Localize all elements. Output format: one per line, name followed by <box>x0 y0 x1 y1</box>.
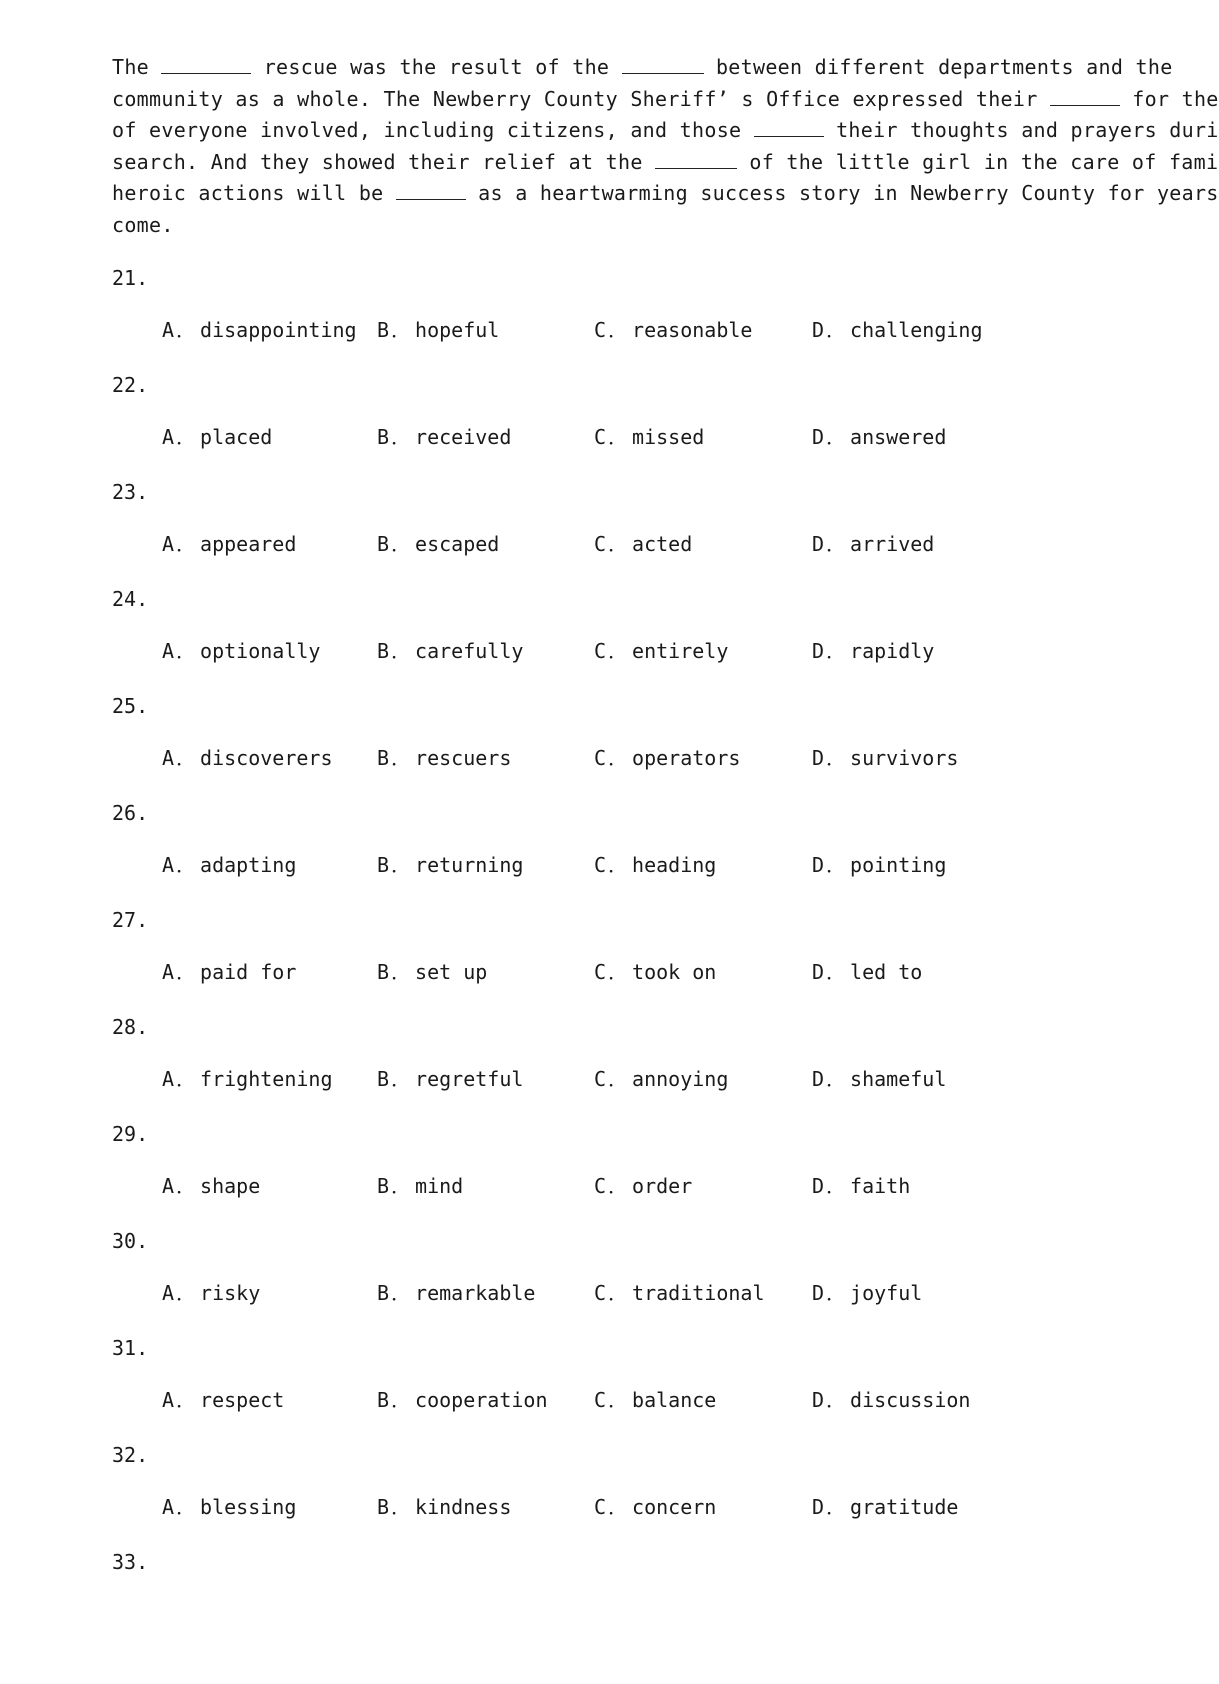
option-a <box>162 1277 260 1309</box>
question-number: 26. <box>112 801 149 825</box>
option-c <box>594 849 716 881</box>
passage-line <box>112 115 1219 147</box>
passage-line <box>112 210 1191 242</box>
option-separator: ． <box>176 1174 197 1198</box>
option-a <box>162 421 272 453</box>
option-letter: D <box>812 532 825 556</box>
question-number: 28. <box>112 1015 149 1039</box>
option-row <box>162 421 1112 453</box>
question-number: 32. <box>112 1443 149 1467</box>
option-text: adapting <box>200 853 297 877</box>
option-letter: B <box>377 318 390 342</box>
option-letter: C <box>594 853 607 877</box>
option-separator: ． <box>826 960 847 984</box>
option-d <box>812 635 934 667</box>
option-text: joyful <box>850 1281 923 1305</box>
question-number: 27. <box>112 908 149 932</box>
option-a <box>162 1063 333 1095</box>
option-separator: ． <box>391 1174 412 1198</box>
option-b <box>377 314 499 346</box>
passage-text: between different departments and the <box>703 55 1173 79</box>
option-separator: ． <box>391 1495 412 1519</box>
option-separator: ． <box>826 1281 847 1305</box>
option-d <box>812 1063 946 1095</box>
question-number: 25. <box>112 694 149 718</box>
question-number: 31. <box>112 1336 149 1360</box>
option-row <box>162 1277 1112 1309</box>
option-c <box>594 742 740 774</box>
option-text: traditional <box>632 1281 765 1305</box>
option-a <box>162 528 296 560</box>
option-text: challenging <box>850 318 983 342</box>
passage-line <box>112 147 1219 179</box>
option-c <box>594 528 692 560</box>
option-a <box>162 314 357 346</box>
option-separator: ． <box>391 746 412 770</box>
option-text: discoverers <box>200 746 333 770</box>
question-list <box>112 262 1112 1653</box>
option-a <box>162 1491 296 1523</box>
question-number: 33. <box>112 1550 149 1574</box>
option-letter: B <box>377 639 390 663</box>
option-separator: ． <box>826 1067 847 1091</box>
question-number: 21. <box>112 266 149 290</box>
question-item <box>112 797 1112 904</box>
option-d <box>812 1491 958 1523</box>
option-b <box>377 849 523 881</box>
option-letter: C <box>594 425 607 449</box>
option-b <box>377 1384 548 1416</box>
option-letter: B <box>377 1281 390 1305</box>
answer-blank <box>161 55 251 74</box>
answer-blank <box>655 150 737 169</box>
option-text: entirely <box>632 639 729 663</box>
option-text: received <box>415 425 512 449</box>
option-a <box>162 956 296 988</box>
option-letter: A <box>162 1067 175 1091</box>
option-row <box>162 1170 1112 1202</box>
option-separator: ． <box>608 532 629 556</box>
option-text: remarkable <box>415 1281 536 1305</box>
option-separator: ． <box>176 1495 197 1519</box>
option-row <box>162 742 1112 774</box>
option-letter: A <box>162 1281 175 1305</box>
option-row <box>162 1063 1112 1095</box>
option-letter: C <box>594 1388 607 1412</box>
question-item <box>112 369 1112 476</box>
option-b <box>377 1170 463 1202</box>
option-separator: ． <box>176 1067 197 1091</box>
option-a <box>162 1170 260 1202</box>
option-text: balance <box>632 1388 717 1412</box>
option-text: operators <box>632 746 741 770</box>
passage-text: come. <box>112 212 174 237</box>
option-separator: ． <box>391 853 412 877</box>
option-letter: D <box>812 1388 825 1412</box>
option-separator: ． <box>176 746 197 770</box>
answer-blank <box>1050 87 1120 106</box>
option-separator: ． <box>391 1388 412 1412</box>
option-letter: B <box>377 1067 390 1091</box>
option-letter: A <box>162 746 175 770</box>
option-separator: ． <box>608 1388 629 1412</box>
option-text: blessing <box>200 1495 297 1519</box>
question-item <box>112 1011 1112 1118</box>
option-c <box>594 421 704 453</box>
passage-line <box>112 178 1219 210</box>
option-letter: A <box>162 532 175 556</box>
option-d <box>812 742 958 774</box>
option-separator: ． <box>176 318 197 342</box>
option-separator: ． <box>176 639 197 663</box>
option-text: led to <box>850 960 923 984</box>
option-separator: ． <box>826 425 847 449</box>
option-letter: C <box>594 1281 607 1305</box>
option-letter: B <box>377 853 390 877</box>
option-text: answered <box>850 425 947 449</box>
option-c <box>594 635 728 667</box>
option-letter: D <box>812 746 825 770</box>
option-separator: ． <box>608 639 629 663</box>
option-text: acted <box>632 532 693 556</box>
option-text: took on <box>632 960 717 984</box>
option-letter: D <box>812 639 825 663</box>
option-letter: C <box>594 746 607 770</box>
option-row <box>162 849 1112 881</box>
option-text: hopeful <box>415 318 500 342</box>
option-separator: ． <box>176 853 197 877</box>
question-item <box>112 1546 1112 1653</box>
option-text: concern <box>632 1495 717 1519</box>
option-letter: B <box>377 746 390 770</box>
option-b <box>377 528 499 560</box>
option-separator: ． <box>391 1067 412 1091</box>
option-text: faith <box>850 1174 911 1198</box>
option-a <box>162 635 320 667</box>
option-text: survivors <box>850 746 959 770</box>
option-c <box>594 1384 716 1416</box>
option-text: mind <box>415 1174 464 1198</box>
option-d <box>812 1277 922 1309</box>
option-row <box>162 314 1112 346</box>
question-item <box>112 1118 1112 1225</box>
passage-text: as a heartwarming success story in Newberry County for years <box>465 181 1219 205</box>
option-b <box>377 742 511 774</box>
option-row <box>162 1384 1112 1416</box>
option-separator: ． <box>608 853 629 877</box>
option-d <box>812 314 983 346</box>
option-d <box>812 421 946 453</box>
option-separator: ． <box>826 746 847 770</box>
option-text: annoying <box>632 1067 729 1091</box>
option-letter: C <box>594 639 607 663</box>
option-letter: B <box>377 532 390 556</box>
option-text: frightening <box>200 1067 333 1091</box>
option-letter: C <box>594 1174 607 1198</box>
option-separator: ． <box>391 532 412 556</box>
question-number: 23. <box>112 480 149 504</box>
passage-text: for the <box>1119 86 1219 111</box>
option-separator: ． <box>391 1281 412 1305</box>
option-separator: ． <box>826 1495 847 1519</box>
option-text: order <box>632 1174 693 1198</box>
option-letter: A <box>162 960 175 984</box>
option-letter: B <box>377 1388 390 1412</box>
question-number: 30. <box>112 1229 149 1253</box>
option-c <box>594 1170 692 1202</box>
option-row <box>162 1491 1112 1523</box>
option-letter: A <box>162 853 175 877</box>
option-letter: D <box>812 853 825 877</box>
option-text: respect <box>200 1388 285 1412</box>
option-letter: D <box>812 960 825 984</box>
option-text: heading <box>632 853 717 877</box>
option-letter: B <box>377 1495 390 1519</box>
option-text: missed <box>632 425 705 449</box>
question-item <box>112 690 1112 797</box>
option-letter: A <box>162 639 175 663</box>
option-text: arrived <box>850 532 935 556</box>
option-letter: C <box>594 1495 607 1519</box>
option-separator: ． <box>608 1495 629 1519</box>
option-b <box>377 635 523 667</box>
option-letter: A <box>162 1174 175 1198</box>
passage-text: of the little girl in the care of fami <box>737 149 1219 174</box>
option-letter: C <box>594 1067 607 1091</box>
option-separator: ． <box>826 1388 847 1412</box>
option-separator: ． <box>176 1388 197 1412</box>
option-text: appeared <box>200 532 297 556</box>
option-text: placed <box>200 425 273 449</box>
option-text: set up <box>415 960 488 984</box>
option-c <box>594 1277 765 1309</box>
option-b <box>377 1277 535 1309</box>
passage-line <box>112 52 1191 84</box>
answer-blank <box>396 181 466 200</box>
answer-blank <box>622 55 704 74</box>
option-letter: D <box>812 1281 825 1305</box>
option-separator: ． <box>391 960 412 984</box>
option-text: reasonable <box>632 318 753 342</box>
question-item <box>112 904 1112 1011</box>
option-text: discussion <box>850 1388 971 1412</box>
option-separator: ． <box>608 1174 629 1198</box>
option-c <box>594 1491 716 1523</box>
option-separator: ． <box>608 1281 629 1305</box>
option-text: optionally <box>200 639 321 663</box>
option-letter: A <box>162 1495 175 1519</box>
option-separator: ． <box>391 318 412 342</box>
option-separator: ． <box>176 960 197 984</box>
option-letter: C <box>594 532 607 556</box>
option-text: shape <box>200 1174 261 1198</box>
option-text: regretful <box>415 1067 524 1091</box>
option-separator: ． <box>176 532 197 556</box>
question-item <box>112 1332 1112 1439</box>
option-d <box>812 1170 910 1202</box>
option-text: kindness <box>415 1495 512 1519</box>
option-separator: ． <box>826 853 847 877</box>
option-separator: ． <box>391 639 412 663</box>
option-text: disappointing <box>200 318 357 342</box>
option-letter: C <box>594 318 607 342</box>
question-item <box>112 583 1112 690</box>
option-row <box>162 528 1112 560</box>
option-letter: A <box>162 318 175 342</box>
option-separator: ． <box>176 425 197 449</box>
option-separator: ． <box>608 425 629 449</box>
question-number: 22. <box>112 373 149 397</box>
passage-text: rescue was the result of the <box>251 55 622 79</box>
option-separator: ． <box>176 1281 197 1305</box>
option-letter: B <box>377 960 390 984</box>
option-letter: D <box>812 1067 825 1091</box>
question-item <box>112 262 1112 369</box>
option-separator: ． <box>826 532 847 556</box>
option-separator: ． <box>608 318 629 342</box>
option-letter: D <box>812 1495 825 1519</box>
option-separator: ． <box>826 318 847 342</box>
option-b <box>377 421 511 453</box>
option-letter: D <box>812 425 825 449</box>
passage-text: community as a whole. The Newberry County Sheriff’ s Office expressed their <box>112 86 1050 111</box>
option-b <box>377 956 487 988</box>
option-separator: ． <box>826 1174 847 1198</box>
option-b <box>377 1063 523 1095</box>
option-c <box>594 956 716 988</box>
option-letter: A <box>162 425 175 449</box>
option-text: pointing <box>850 853 947 877</box>
option-row <box>162 635 1112 667</box>
option-d <box>812 849 946 881</box>
passage-line <box>112 84 1219 116</box>
option-letter: B <box>377 425 390 449</box>
option-d <box>812 1384 970 1416</box>
option-a <box>162 1384 284 1416</box>
option-separator: ． <box>608 1067 629 1091</box>
option-separator: ． <box>608 746 629 770</box>
option-letter: B <box>377 1174 390 1198</box>
option-text: returning <box>415 853 524 877</box>
option-a <box>162 849 296 881</box>
option-letter: D <box>812 318 825 342</box>
option-text: escaped <box>415 532 500 556</box>
option-c <box>594 1063 728 1095</box>
option-d <box>812 956 922 988</box>
question-number: 24. <box>112 587 149 611</box>
option-text: rapidly <box>850 639 935 663</box>
passage-text: heroic actions will be <box>112 181 396 205</box>
option-text: gratitude <box>850 1495 959 1519</box>
question-number: 29. <box>112 1122 149 1146</box>
option-d <box>812 528 934 560</box>
option-a <box>162 742 333 774</box>
passage-text: their thoughts and prayers duri <box>823 118 1219 142</box>
option-text: risky <box>200 1281 261 1305</box>
option-letter: D <box>812 1174 825 1198</box>
passage-text: The <box>112 55 162 79</box>
passage-text: search. And they showed their relief at the <box>112 149 656 174</box>
question-item <box>112 1225 1112 1332</box>
option-text: rescuers <box>415 746 512 770</box>
option-letter: A <box>162 1388 175 1412</box>
option-c <box>594 314 752 346</box>
question-item <box>112 1439 1112 1546</box>
passage-text: of everyone involved, including citizens, and those <box>112 118 754 142</box>
option-letter: C <box>594 960 607 984</box>
option-row <box>162 956 1112 988</box>
option-separator: ． <box>608 960 629 984</box>
cloze-passage <box>112 52 1219 241</box>
answer-blank <box>754 118 824 137</box>
option-text: shameful <box>850 1067 947 1091</box>
question-item <box>112 476 1112 583</box>
option-text: carefully <box>415 639 524 663</box>
option-text: cooperation <box>415 1388 548 1412</box>
option-separator: ． <box>826 639 847 663</box>
option-b <box>377 1491 511 1523</box>
option-separator: ． <box>391 425 412 449</box>
option-text: paid for <box>200 960 297 984</box>
